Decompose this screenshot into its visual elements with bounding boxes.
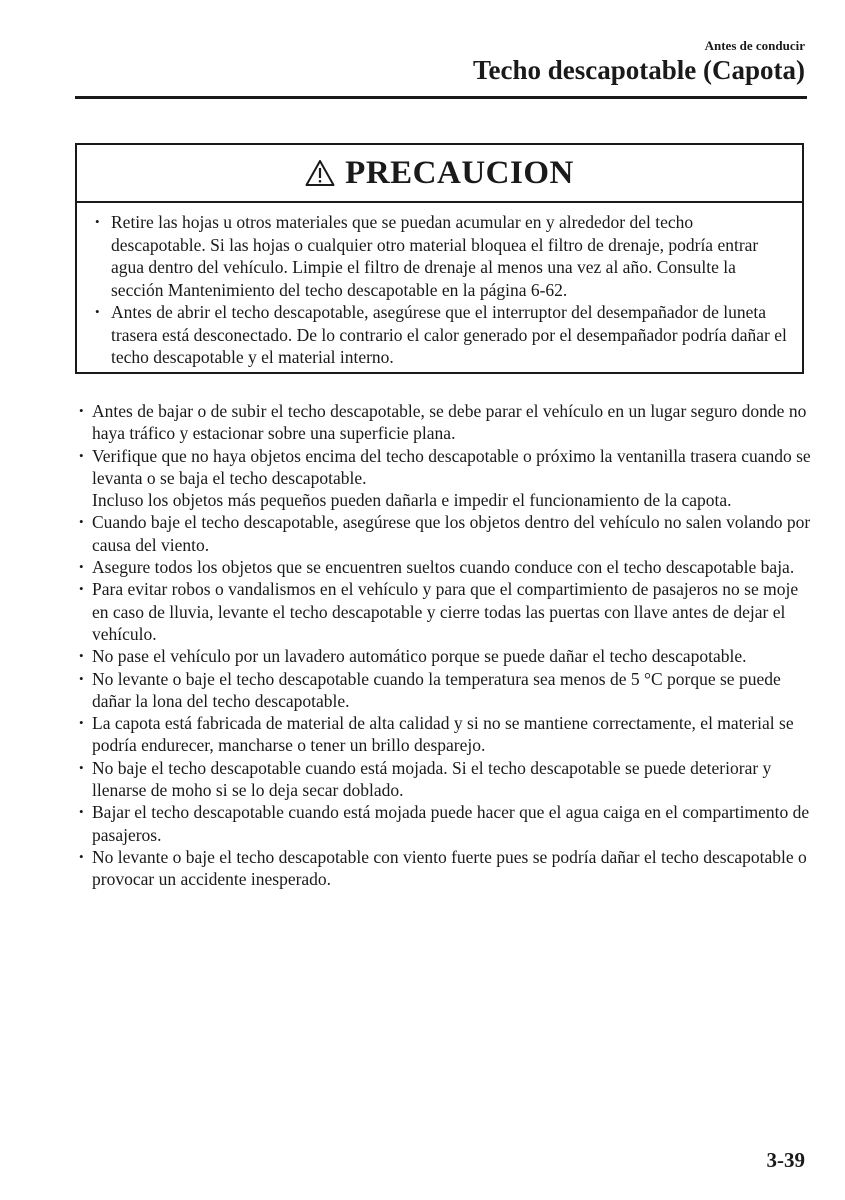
list-item: • No levante o baje el techo descapotable cuando la temperatura sea menos de 5 °C porque se puede dañar la lona del techo descapotable. xyxy=(75,668,815,713)
warning-triangle-icon xyxy=(305,159,335,187)
page-title: Techo descapotable (Capota) xyxy=(472,55,805,85)
list-item: • No pase el vehículo por un lavadero automático porque se puede dañar el techo descapotable. xyxy=(75,645,815,667)
caution-box xyxy=(75,143,804,374)
caution-item: • Retire las hojas u otros materiales que se puedan acumular en y alrededor del techo descapotable. Si las hojas o cualquier otro material bloquea el filtro de drenaje, podría entrar agua dentro del vehículo. Limpie el filtro de drenaje al menos una vez al año. Consulte la sección Mantenimiento del techo descapotable en la página 6-62. xyxy=(91,211,792,301)
page-number: 3-39 xyxy=(766,1148,805,1172)
caution-item: • Antes de abrir el techo descapotable, asegúrese que el interruptor del desempañador de luneta trasera está desconectado. De lo contrario el calor generado por el desempañador podría dañar el techo descapotable y el material interno. xyxy=(91,301,792,369)
header-divider xyxy=(75,96,807,99)
list-item: • Antes de bajar o de subir el techo descapotable, se debe parar el vehículo en un lugar seguro donde no haya tráfico y estacionar sobre una superficie plana. xyxy=(75,400,815,445)
list-item: • No baje el techo descapotable cuando está mojada. Si el techo descapotable se puede deteriorar y llenarse de moho si se lo deja secar doblado. xyxy=(75,757,815,802)
list-item: • Verifique que no haya objetos encima del techo descapotable o próximo la ventanilla trasera cuando se levanta o se baja el techo descapotable. xyxy=(75,445,815,490)
caution-header xyxy=(77,145,802,203)
caution-title: PRECAUCION xyxy=(345,154,574,191)
list-item: • Cuando baje el techo descapotable, asegúrese que los objetos dentro del vehículo no salen volando por causa del viento. xyxy=(75,511,815,556)
list-item: • Para evitar robos o vandalismos en el vehículo y para que el compartimiento de pasajeros no se moje en caso de lluvia, levante el techo descapotable y cierre todas las puertas con llave antes de dejar el vehículo. xyxy=(75,578,815,645)
list-item: • Bajar el techo descapotable cuando está mojada puede hacer que el agua caiga en el compartimento de pasajeros. xyxy=(75,801,815,846)
list-item: • Asegure todos los objetos que se encuentren sueltos cuando conduce con el techo descapotable baja. xyxy=(75,556,815,578)
section-label: Antes de conducir xyxy=(704,38,805,53)
list-item: Incluso los objetos más pequeños pueden dañarla e impedir el funcionamiento de la capota. xyxy=(92,490,732,511)
list-item: • No levante o baje el techo descapotable con viento fuerte pues se podría dañar el techo descapotable o provocar un accidente inesperado. xyxy=(75,846,815,891)
list-item: • La capota está fabricada de material de alta calidad y si no se mantiene correctamente, el material se podría endurecer, mancharse o tener un brillo desparejo. xyxy=(75,712,815,757)
caution-list xyxy=(77,203,802,369)
instructions-list xyxy=(75,400,815,891)
